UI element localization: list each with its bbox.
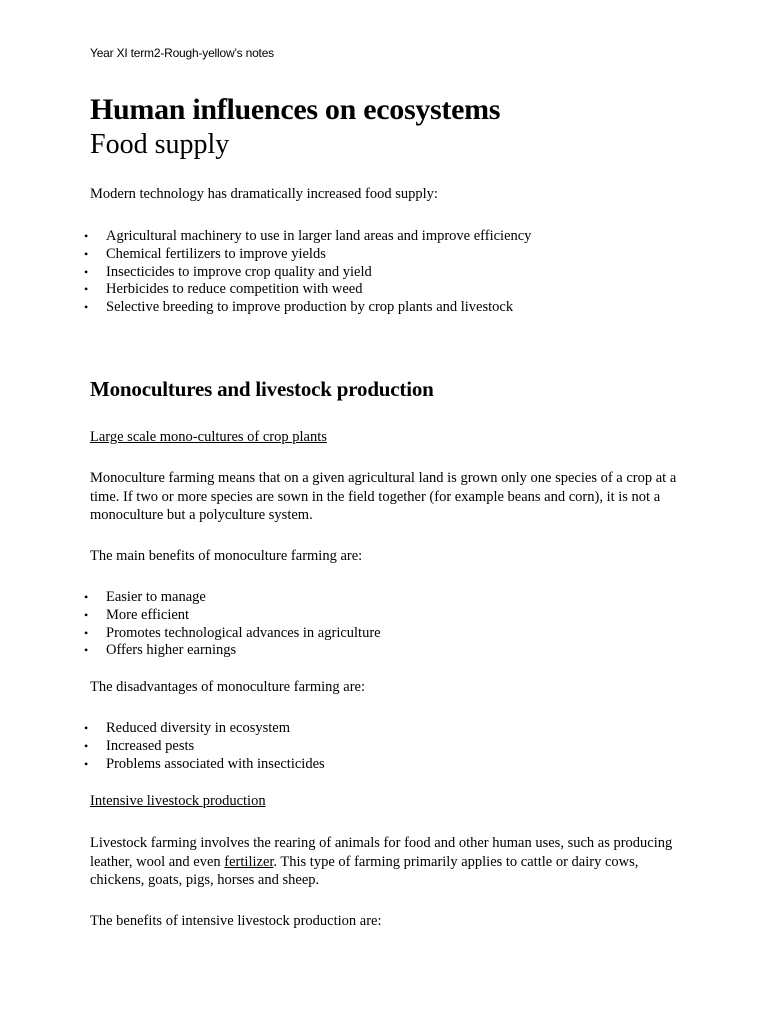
subheading-livestock: Intensive livestock production (90, 793, 266, 809)
bullet-icon: • (84, 300, 89, 315)
bullet-icon: • (84, 721, 89, 735)
fertilizer-link[interactable]: fertilizer (224, 853, 274, 870)
bullet-icon: • (84, 282, 89, 297)
list-item: • Reduced diversity in ecosystem (84, 720, 291, 736)
monoculture-definition: Monoculture farming means that on a given agricultural land is grown only one species of a crop at a time. If two or more species are sown in the field together (for example beans and corn), it is not a monoculture but a polyculture system. (90, 470, 677, 523)
list-item: • Insecticides to improve crop quality and yield (84, 263, 372, 280)
bullet-icon: • (84, 756, 89, 771)
list-item: • Agricultural machinery to use in larger land areas and improve efficiency (84, 228, 532, 244)
list-item: • Increased pests (84, 737, 195, 754)
list-item: • Easier to manage (84, 589, 206, 605)
list-item: • Problems associated with insecticides (84, 755, 325, 772)
list-item: • Chemical fertilizers to improve yields (84, 245, 326, 262)
bullet-icon: • (84, 264, 89, 279)
monoculture-benefits-list (0, 589, 700, 660)
list-item: • Herbicides to reduce competition with weed (84, 281, 363, 298)
monoculture-disadvantages-intro: The disadvantages of monoculture farming are: (90, 679, 365, 695)
list-item: • Promotes technological advances in agriculture (84, 624, 381, 641)
livestock-paragraph: Livestock farming involves the rearing of animals for food and other human uses, such as producing leather, wool and even fertilizer. This type of farming primarily applies to cattle or dairy cows, chickens, goats, pigs, horses and sheep. (90, 835, 673, 888)
bullet-icon: • (84, 590, 89, 604)
list-item: • Offers higher earnings (84, 642, 237, 659)
page-title: Human influences on ecosystems (90, 93, 501, 126)
subheading-monocultures: Large scale mono-cultures of crop plants (90, 429, 327, 445)
monoculture-disadvantages-list (0, 720, 700, 773)
bullet-icon: • (84, 738, 89, 753)
bullet-icon: • (84, 607, 89, 622)
bullet-icon: • (84, 229, 89, 243)
food-supply-list (0, 228, 700, 317)
list-item: • More efficient (84, 606, 190, 623)
bullet-icon: • (84, 246, 89, 261)
bullet-icon: • (84, 625, 89, 640)
monoculture-benefits-intro: The main benefits of monoculture farming are: (90, 548, 363, 564)
section-title-monocultures: Monocultures and livestock production (90, 377, 434, 401)
section-title-food-supply: Food supply (90, 129, 230, 160)
bullet-icon: • (84, 643, 89, 658)
livestock-benefits-intro: The benefits of intensive livestock production are: (90, 913, 382, 929)
list-item: • Selective breeding to improve production by crop plants and livestock (84, 299, 514, 316)
food-supply-intro: Modern technology has dramatically increased food supply: (90, 186, 438, 202)
header-note: Year XI term2-Rough-yellow’s notes (90, 46, 274, 60)
